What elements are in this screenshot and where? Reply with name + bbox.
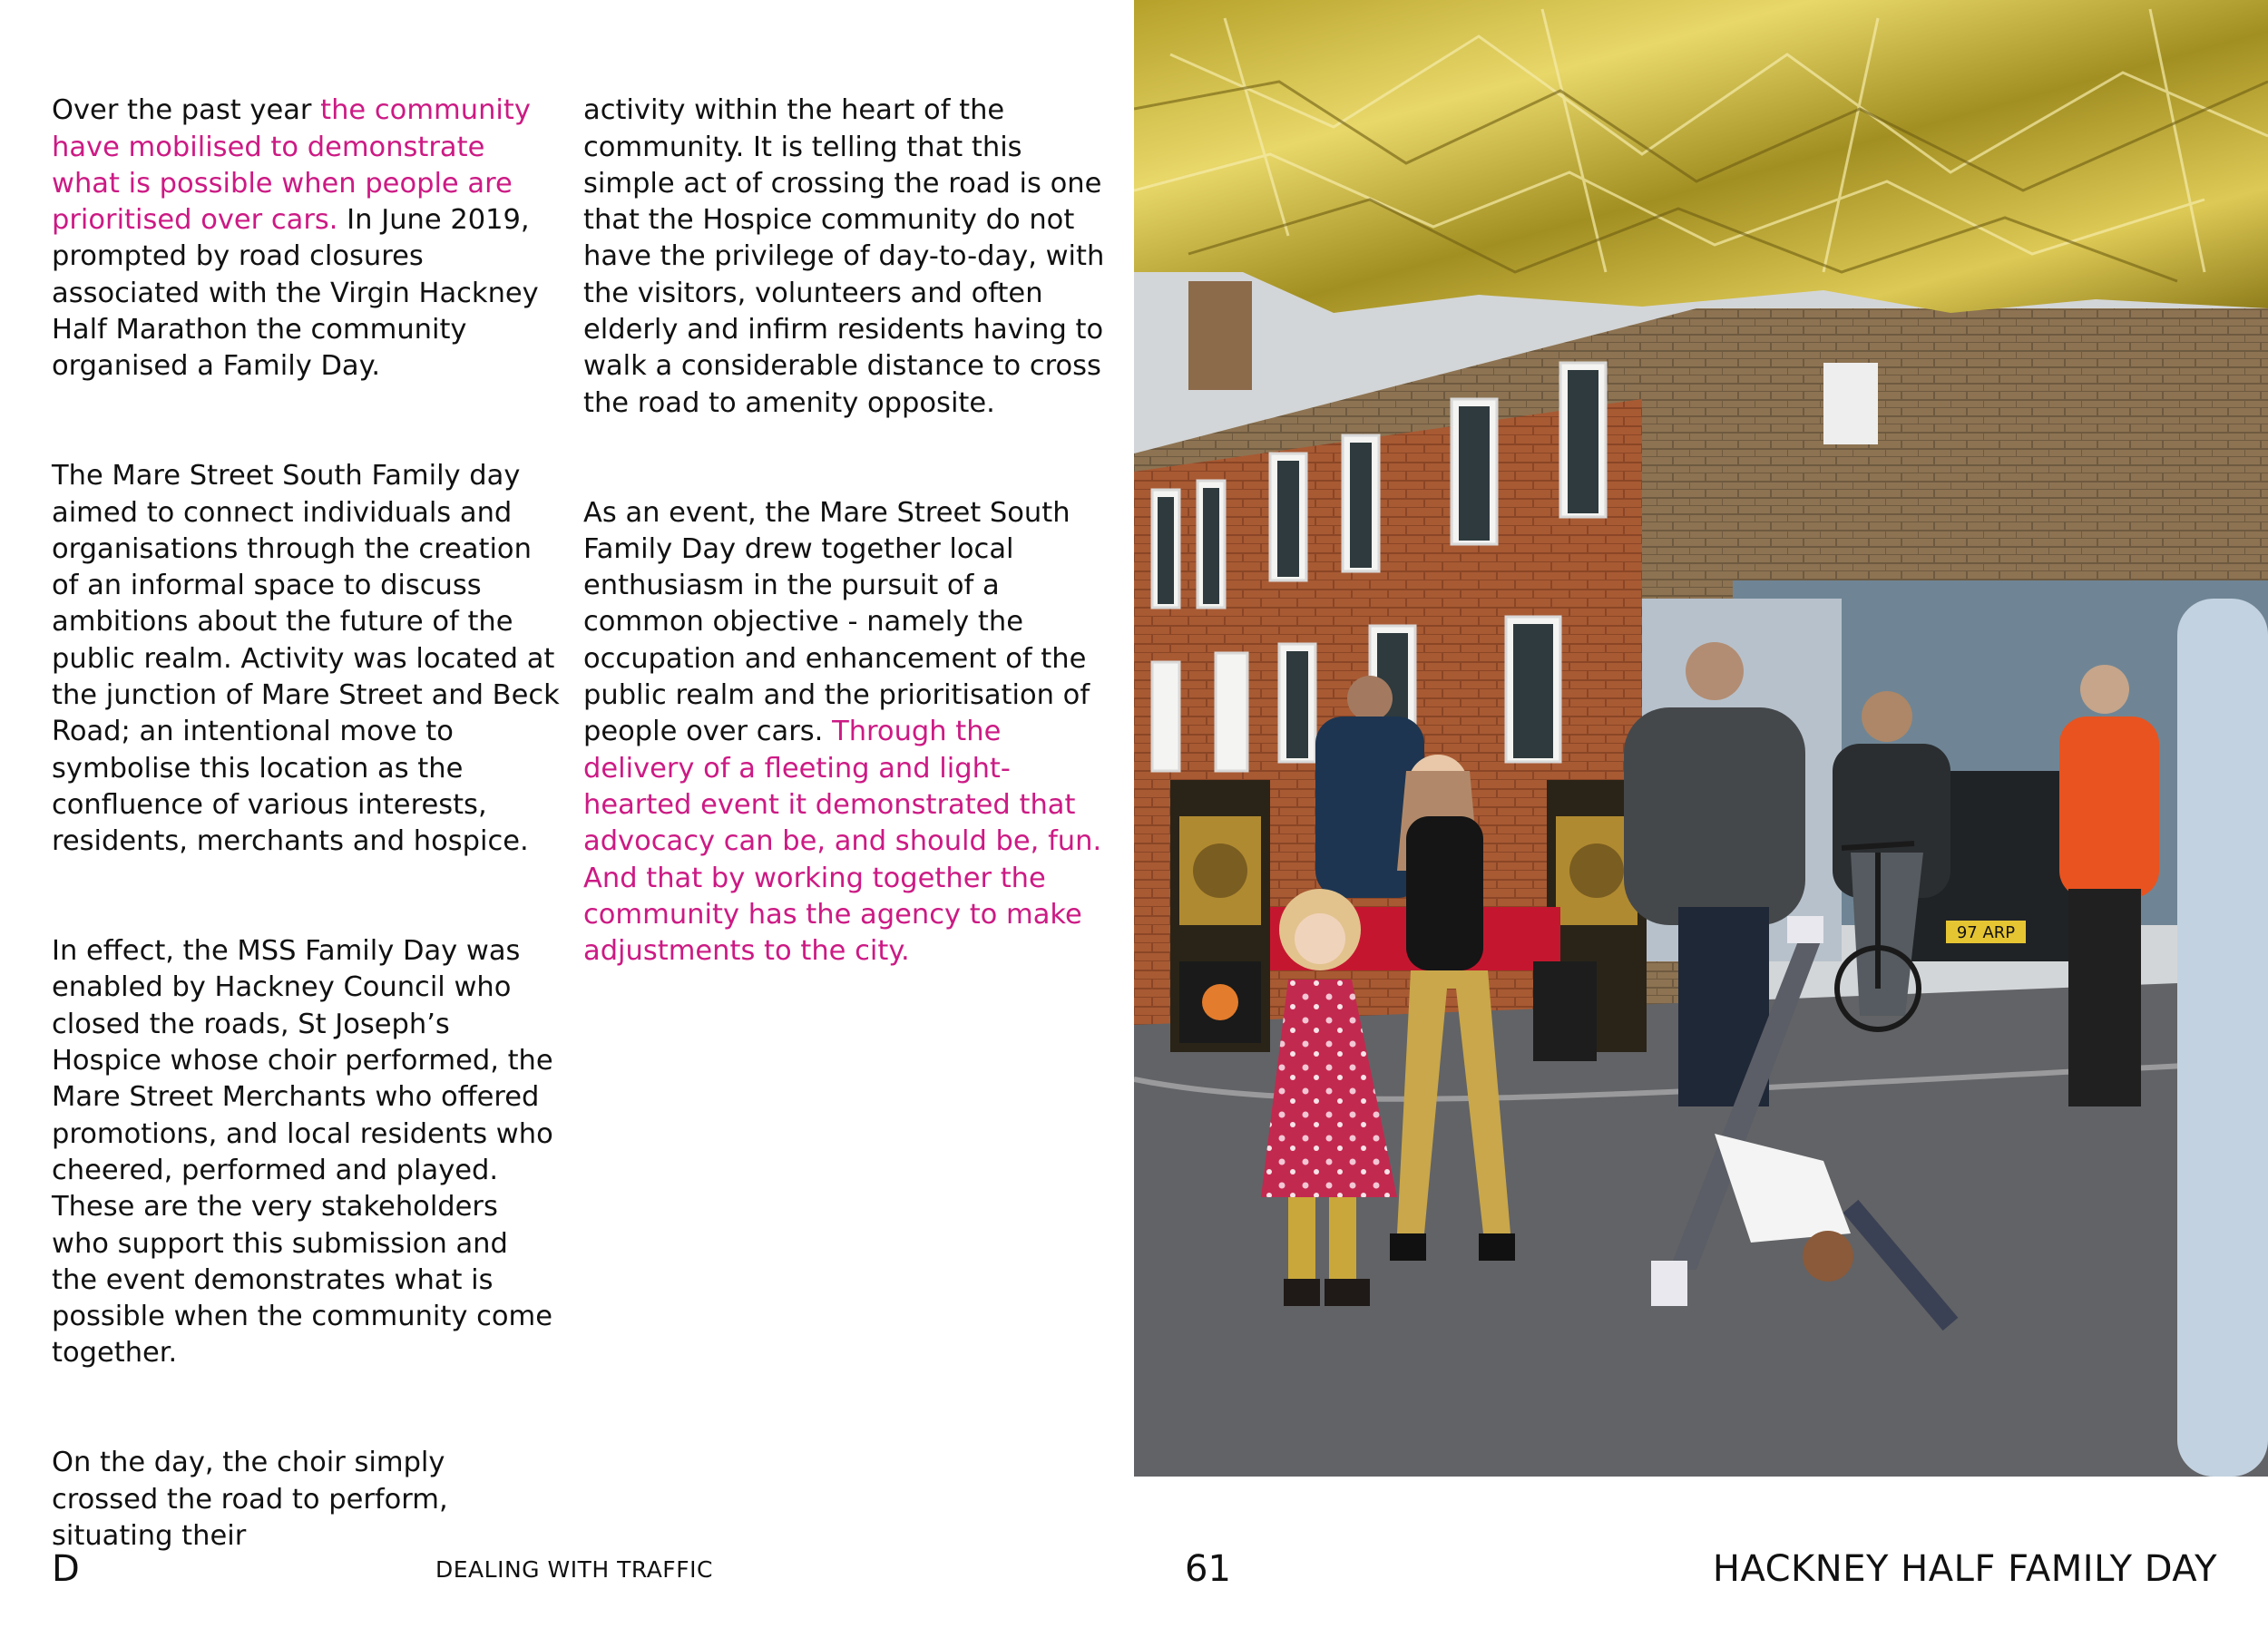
car-plate-text: 97 ARP xyxy=(1956,923,2016,942)
text-column-right xyxy=(583,56,1110,1043)
small-window xyxy=(1823,363,1878,444)
event-text: As an event, the Mare Street South Family Day drew together local enthusiasm in the pursuit of a common objective - namely the occupation and enhancement of the public realm and the prioritisation of people over cars. xyxy=(583,496,1090,748)
footer-chapter-title: HACKNEY HALF FAMILY DAY xyxy=(1712,1548,2217,1590)
paragraph-enabled-by: In effect, the MSS Family Day was enabled by Hackney Council who closed the roads, St Joseph’s Hospice whose choir performed, the Mare Street Merchants who offered promotions, and local residents who cheered, performed and played. These are the very stakeholders who support this submission and the event demonstrates what is possible when the community come together. xyxy=(52,935,553,1370)
footer-page-number: 61 xyxy=(1185,1548,1231,1590)
family-day-photo xyxy=(1134,0,2268,1477)
intro-rest-text: In June 2019, prompted by road closures associated with the Virgin Hackney Half Marathon the community organised a Family Day. xyxy=(52,204,539,383)
chimney xyxy=(1188,281,1252,390)
photo-illustration xyxy=(1134,0,2268,1477)
footer-section-letter: D xyxy=(52,1548,80,1590)
paragraph-family-day: The Mare Street South Family day aimed to connect individuals and organisations through the creation of an informal space to discuss ambitions about the future of the public realm. Activity was located at the junction of Mare Street and Beck Road; an intentional move to symbolise this location as the confluence of various interests, residents, merchants and hospice. xyxy=(52,460,560,858)
intro-text: Over the past year xyxy=(52,94,321,127)
footer-section-name: DEALING WITH TRAFFIC xyxy=(435,1556,713,1583)
text-column-left xyxy=(52,56,560,1628)
highlight-conclusion: Through the delivery of a fleeting and light-hearted event it demonstrated that advocacy can be, and should be, fun. And that by working together the community has the agency to make adjustments to the city. xyxy=(583,716,1102,968)
paragraph-event xyxy=(583,495,1110,970)
highlight-text: the community have mobilised to demonstrate what is possible when people are prioritised over cars. xyxy=(52,94,531,237)
paragraph-choir: On the day, the choir simply crossed the road to perform, situating their xyxy=(52,1447,448,1552)
paragraph-intro xyxy=(52,93,560,385)
paragraph-crossing: activity within the heart of the community. It is telling that this simple act of crossing the road is one that the Hospice community do not have the privilege of day-to-day, with the visitors, volunteers and often elderly and infirm residents having to walk a considerable distance to cross the road to amenity opposite. xyxy=(583,94,1105,419)
